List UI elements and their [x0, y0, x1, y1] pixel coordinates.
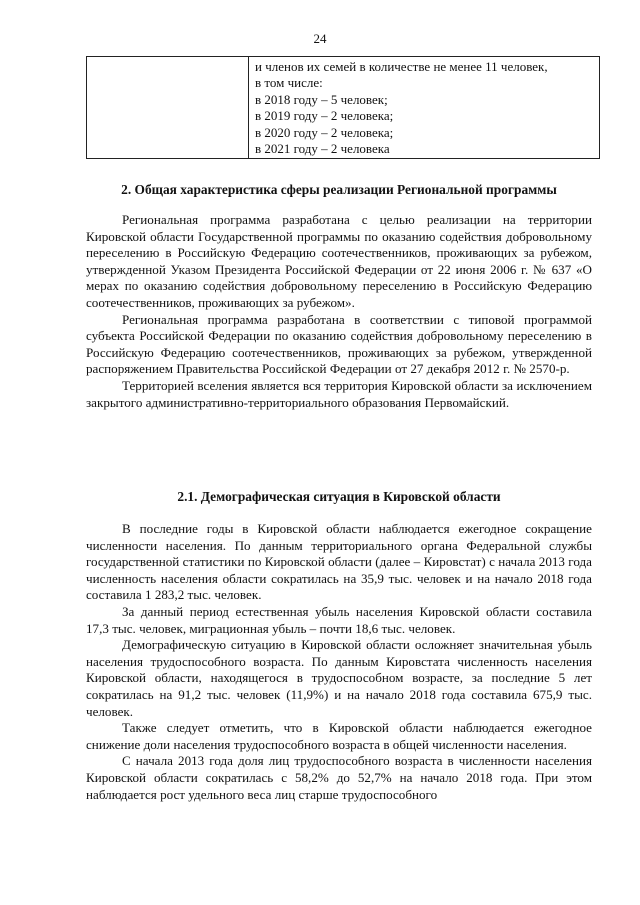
paragraph: В последние годы в Кировской области наблюдается ежегодное сокращение численности населения. По данным территориального органа Федеральной службы государственной статистики по Кировской области (далее – Кировстат) с начала 2013 года численность населения области сократилась на 35,9 тыс. человек и на начало 2018 года составила 1 283,2 тыс. человек.	[86, 521, 592, 603]
paragraph: С начала 2013 года доля лиц трудоспособного возраста в численности населения Кировской области сократилась с 58,2% до 52,7% на начало 2018 года. При этом наблюдается рост удельного веса лиц старше трудоспособного	[86, 753, 592, 802]
paragraph: Региональная программа разработана с целью реализации на территории Кировской области Государственной программы по оказанию содействия добровольному переселению в Российскую Федерацию соотечественников, проживающих за рубежом, утвержденной Указом Президента Российской Федерации от 22 июня 2006 г. № 637 «О мерах по оказанию содействия добровольному переселению в Российскую Федерацию соотечественников, проживающих за рубежом».	[86, 212, 592, 310]
table-cell-empty	[87, 57, 249, 159]
subsection-body	[86, 521, 592, 803]
subsection-heading: 2.1. Демографическая ситуация в Кировской области	[177, 489, 501, 504]
paragraph: За данный период естественная убыль населения Кировской области составила 17,3 тыс. человек, миграционная убыль – почти 18,6 тыс. человек.	[86, 603, 592, 636]
table-line: и членов их семей в количестве не менее 11 человек,	[255, 59, 548, 74]
section-heading: 2. Общая характеристика сферы реализации Региональной программы	[121, 182, 557, 197]
section-body	[86, 212, 592, 411]
continuation-table	[86, 56, 600, 159]
table-cell-text	[249, 57, 600, 159]
paragraph: Территорией вселения является вся территория Кировской области за исключением закрытого административно-территориального образования Первомайский.	[86, 377, 592, 410]
paragraph: Демографическую ситуацию в Кировской области осложняет значительная убыль населения трудоспособного возраста. По данным Кировстата численность населения Кировской области, находящегося в трудоспособном возрасте, за последние 5 лет сократилась на 91,2 тыс. человек (11,9%) и на начало 2018 года составила 675,9 тыс. человек.	[86, 637, 592, 719]
table-line: в 2021 году – 2 человека	[255, 141, 390, 157]
page-number: 24	[313, 31, 327, 46]
table-line: в 2019 году – 2 человека;	[255, 108, 394, 124]
table-row	[87, 57, 600, 159]
table-line: в том числе:	[255, 75, 323, 91]
paragraph: Региональная программа разработана в соответствии с типовой программой субъекта Российской Федерации по оказанию содействия добровольному переселению в Российскую Федерацию соотечественников, проживающих за рубежом, утвержденной распоряжением Правительства Российской Федерации от 27 декабря 2012 г. № 2570-р.	[86, 311, 592, 377]
paragraph: Также следует отметить, что в Кировской области наблюдается ежегодное снижение доли населения трудоспособного возраста в общей численности населения.	[86, 720, 592, 752]
table-line: в 2018 году – 5 человек;	[255, 91, 388, 107]
table-line: в 2020 году – 2 человека;	[255, 124, 394, 140]
